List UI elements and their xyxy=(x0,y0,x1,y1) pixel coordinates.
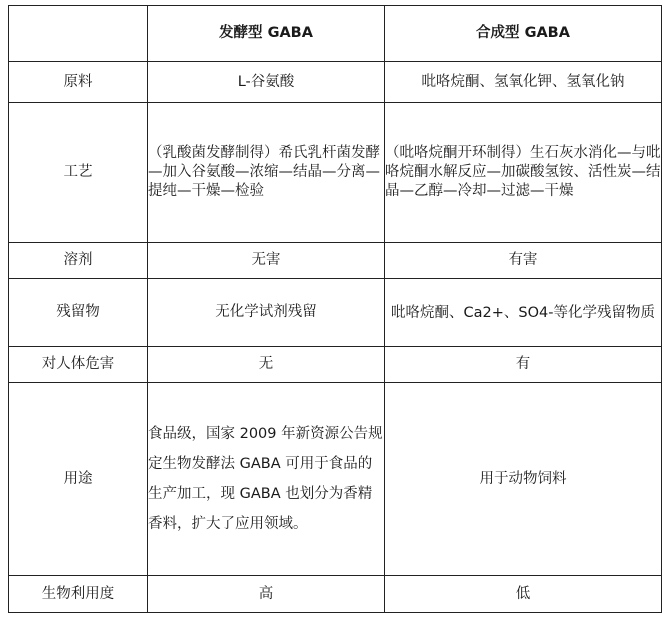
table-row-harm xyxy=(9,347,662,383)
header-corner-cell xyxy=(9,6,148,62)
row-label: 生物利用度 xyxy=(9,576,148,613)
row-label: 溶剂 xyxy=(9,243,148,279)
row-label: 工艺 xyxy=(9,103,148,243)
header-fermentation-gaba: 发酵型 GABA xyxy=(148,6,385,62)
synthetic-cell: 低 xyxy=(385,576,662,613)
table-header-row xyxy=(9,6,662,62)
synthetic-cell: 吡咯烷酮、Ca2+、SO4-等化学残留物质 xyxy=(385,279,662,347)
table-row-raw-material xyxy=(9,62,662,103)
row-label: 残留物 xyxy=(9,279,148,347)
table-row-process xyxy=(9,103,662,243)
table-row-usage xyxy=(9,383,662,576)
synthetic-cell: 用于动物饲料 xyxy=(385,383,662,576)
fermentation-cell: L-谷氨酸 xyxy=(148,62,385,103)
row-label: 用途 xyxy=(9,383,148,576)
table-row-solvent xyxy=(9,243,662,279)
fermentation-cell: 无 xyxy=(148,347,385,383)
synthetic-cell: 吡咯烷酮、氢氧化钾、氢氧化钠 xyxy=(385,62,662,103)
fermentation-cell: 高 xyxy=(148,576,385,613)
table-row-bioavailability xyxy=(9,576,662,613)
row-label: 原料 xyxy=(9,62,148,103)
table-row-residue xyxy=(9,279,662,347)
synthetic-cell: （吡咯烷酮开环制得）生石灰水消化—与吡咯烷酮水解反应—加碳酸氢铵、活性炭—结晶—乙醇—冷却—过滤—干燥 xyxy=(385,103,662,243)
fermentation-cell: 无害 xyxy=(148,243,385,279)
fermentation-cell: （乳酸菌发酵制得）希氏乳杆菌发酵—加入谷氨酸—浓缩—结晶—分离—提纯—干燥—检验 xyxy=(148,103,385,243)
comparison-table xyxy=(8,5,662,613)
synthetic-cell: 有 xyxy=(385,347,662,383)
row-label: 对人体危害 xyxy=(9,347,148,383)
synthetic-cell: 有害 xyxy=(385,243,662,279)
header-synthetic-gaba: 合成型 GABA xyxy=(385,6,662,62)
fermentation-cell: 无化学试剂残留 xyxy=(148,279,385,347)
fermentation-cell: 食品级，国家 2009 年新资源公告规定生物发酵法 GABA 可用于食品的生产加工，现 GABA 也划分为香精香料，扩大了应用领域。 xyxy=(148,383,385,576)
